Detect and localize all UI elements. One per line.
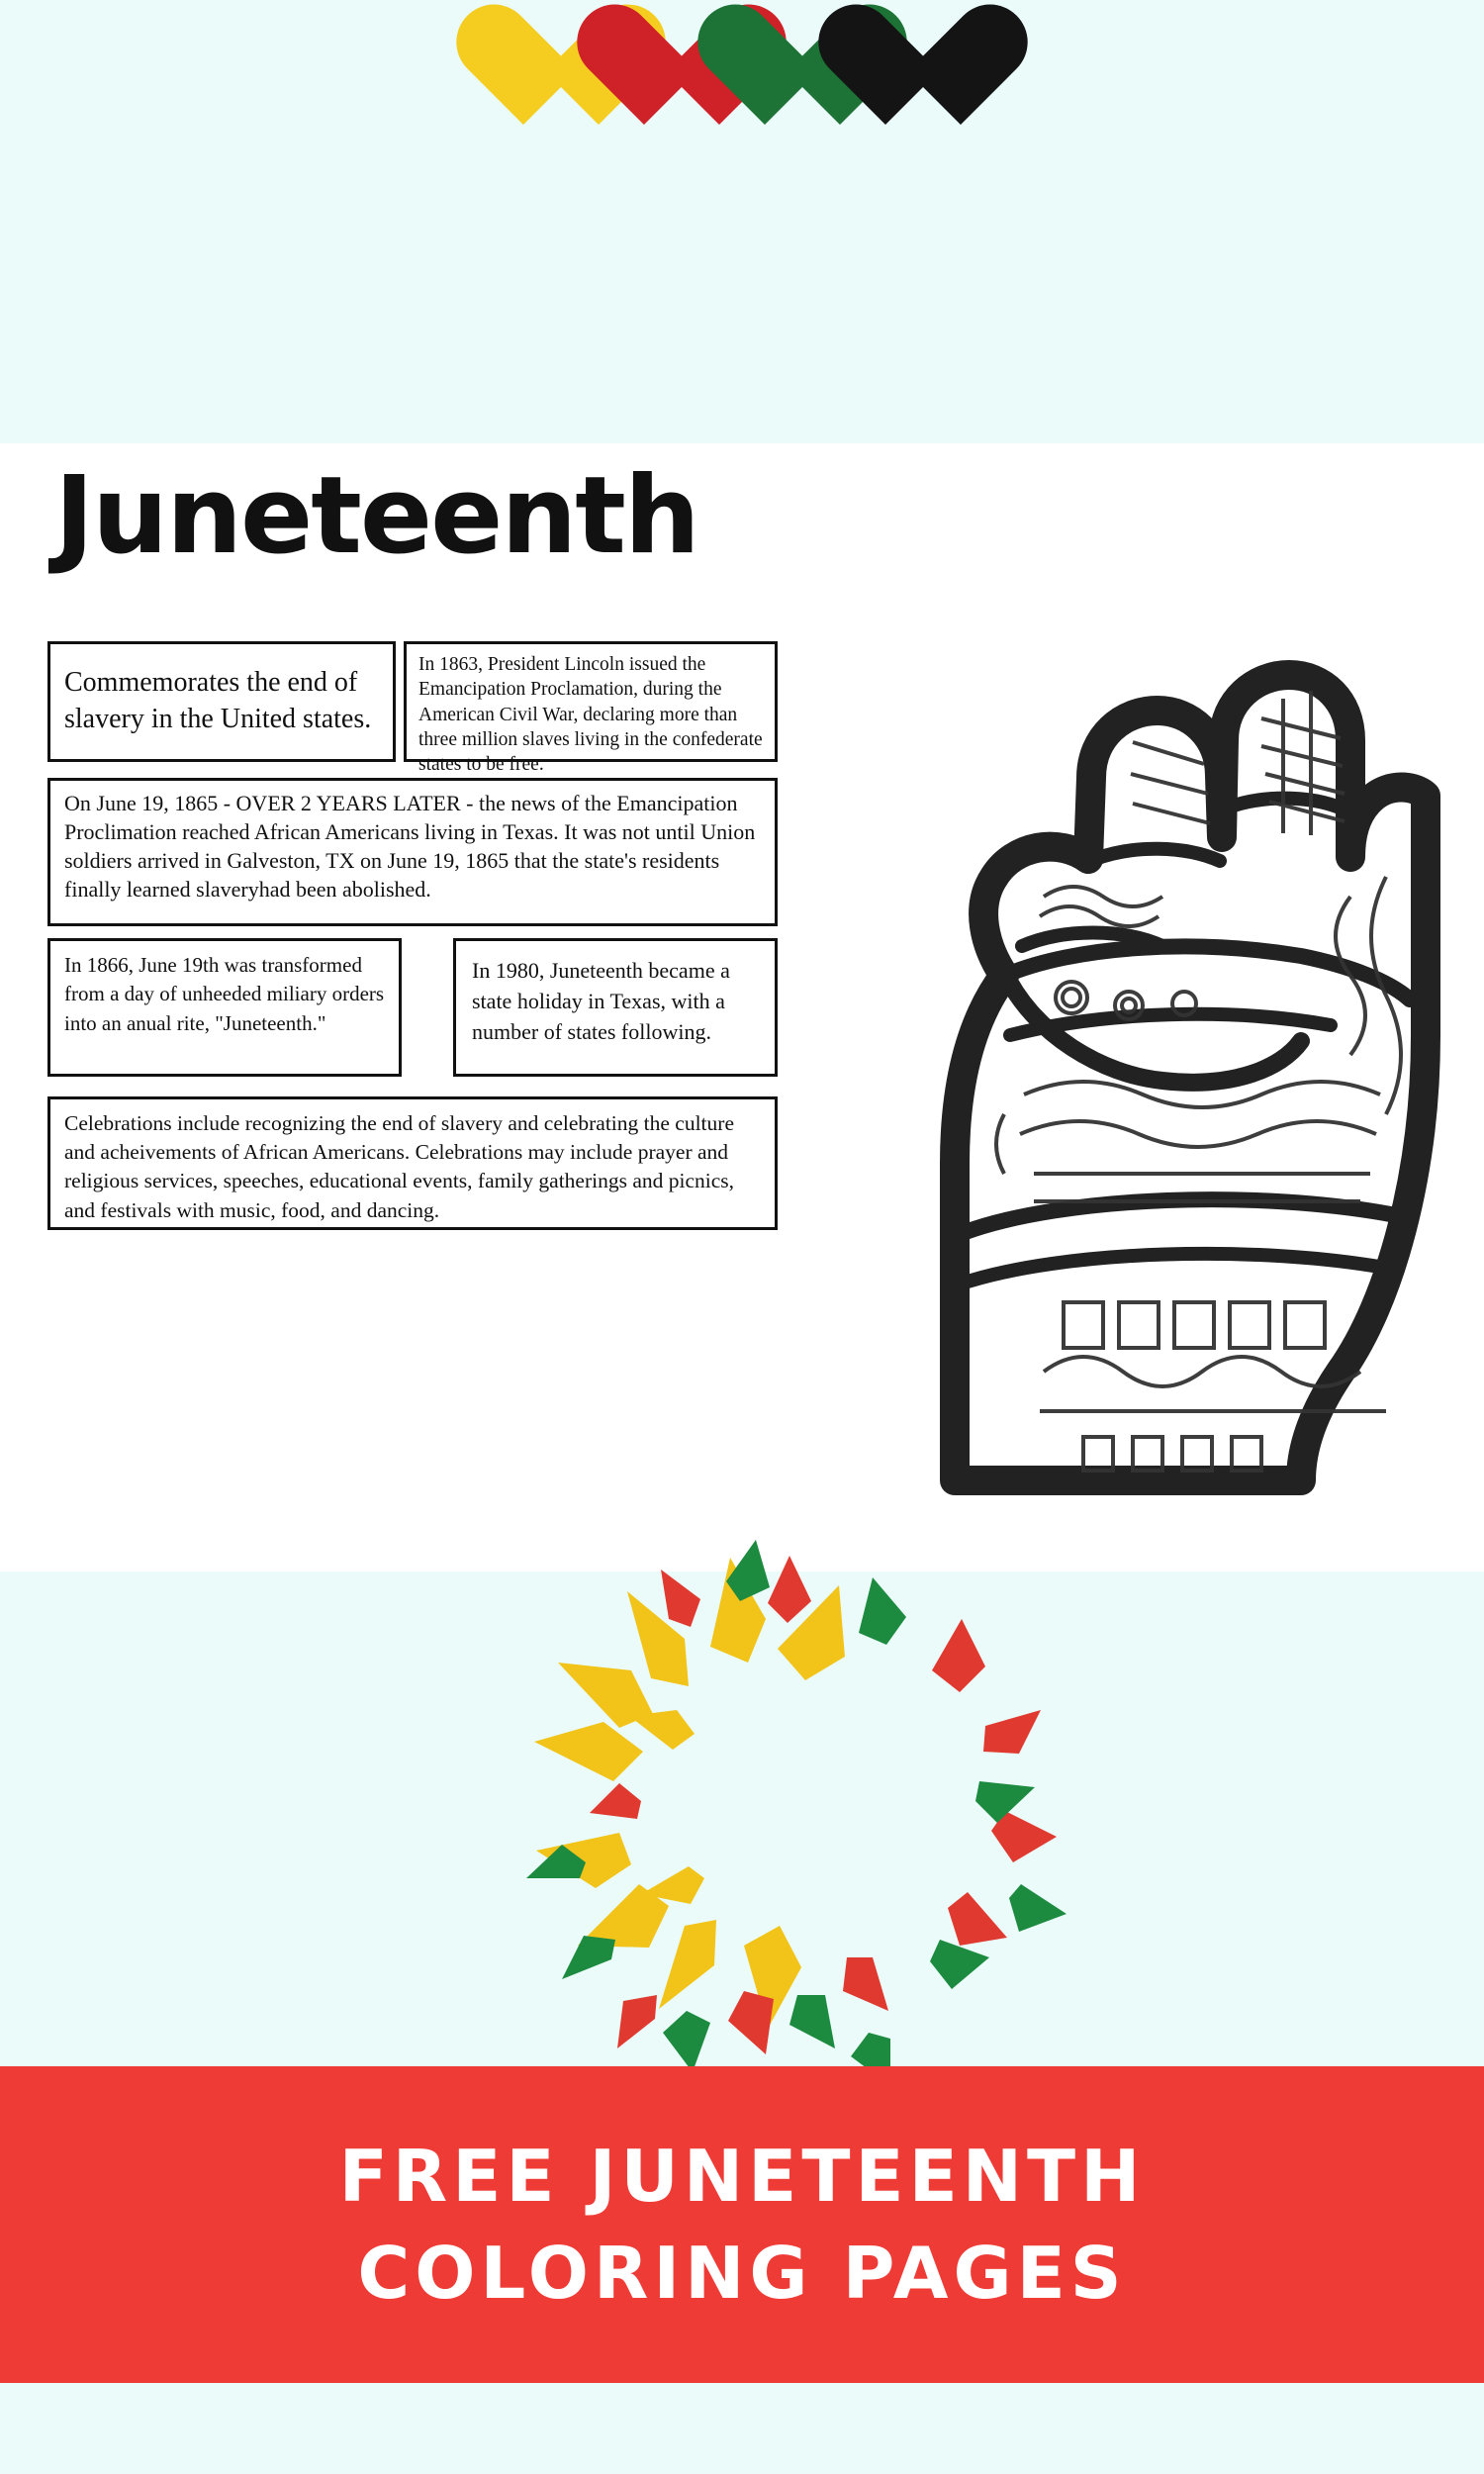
fact-box-1866-juneteenth	[47, 938, 402, 1077]
fact-box-text: In 1980, Juneteenth became a state holiday in Texas, with a number of states following.	[472, 958, 730, 1045]
sunflower-petals	[526, 1540, 1067, 2086]
sunflower-decoration	[425, 1484, 1098, 2098]
fact-box-text: In 1863, President Lincoln issued the Emancipation Proclamation, during the American Civil War, declaring more than three million slaves living in the confederate states to be free.	[418, 654, 763, 776]
fact-box-celebrations	[47, 1096, 778, 1230]
heart-black-icon	[849, 0, 997, 158]
fact-box-emancipation-proclamation	[404, 641, 778, 776]
footer-strip	[0, 2383, 1484, 2474]
fact-box-june-19-1865	[47, 778, 778, 926]
hearts-row	[501, 0, 983, 158]
fact-box-1980-state-holiday	[453, 938, 778, 1077]
fact-box-commemorates	[47, 641, 396, 762]
raised-fist-illustration	[836, 481, 1449, 1530]
fact-box-text: Celebrations include recognizing the end of slavery and celebrating the culture and acheivements of African Americans. Celebrations may include prayer and religious services, speeches, educational events, family gatherings and picnics, and festivals with music, food, and dancing.	[64, 1111, 735, 1222]
fact-box-text: Commemorates the end of slavery in the United states.	[64, 667, 372, 734]
hearts-decoration-band	[0, 0, 1484, 445]
worksheet-page	[0, 443, 1484, 1571]
banner-line-1: FREE JUNETEENTH	[338, 2135, 1146, 2218]
banner-line-2: COLORING PAGES	[357, 2232, 1127, 2315]
promo-banner	[0, 2066, 1484, 2383]
fact-box-text: On June 19, 1865 - OVER 2 YEARS LATER - the news of the Emancipation Proclimation reached African Americans living in Texas. It was not until Union soldiers arrived in Galveston, TX on June 19, 1865 that the state's residents finally learned slaveryhad been abolished.	[64, 791, 756, 903]
page-title: Juneteenth	[54, 454, 698, 578]
fact-box-text: In 1866, June 19th was transformed from a day of unheeded miliary orders into an anual rite, "Juneteenth."	[64, 953, 385, 1035]
